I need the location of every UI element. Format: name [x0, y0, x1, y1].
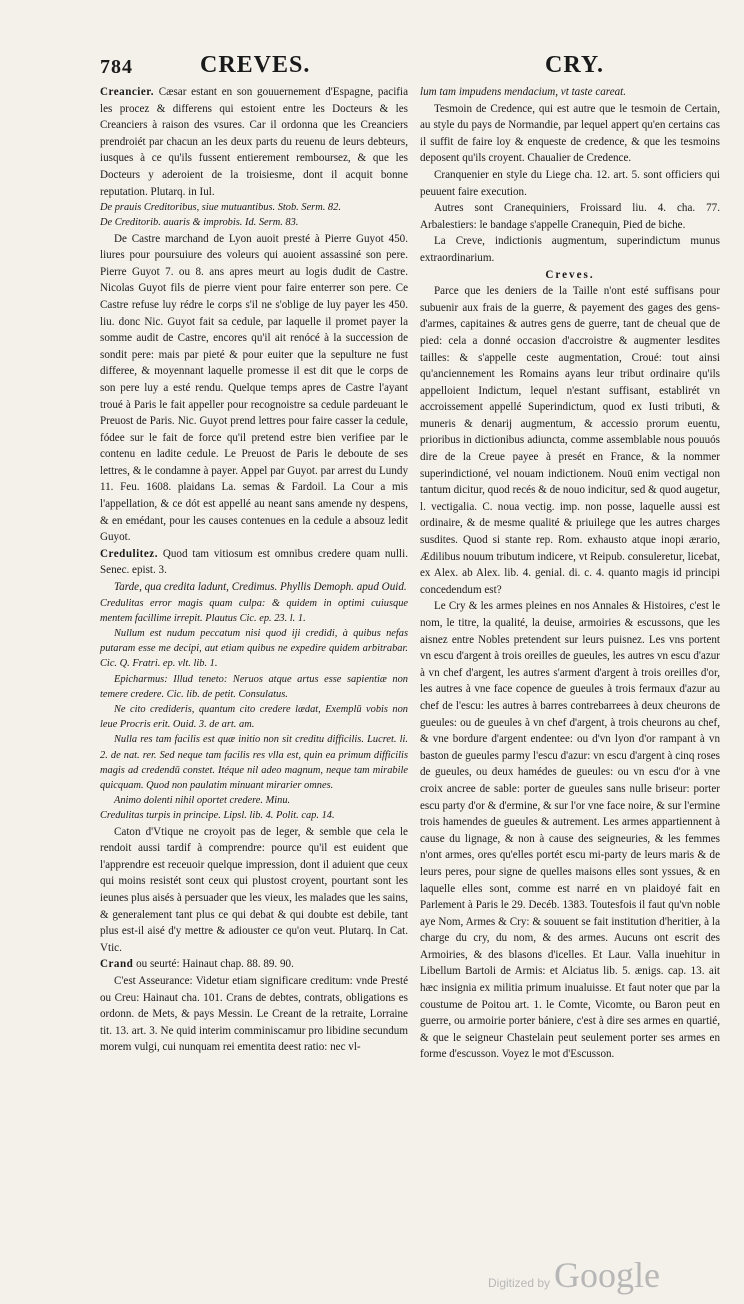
paragraph: [100, 231, 408, 546]
paragraph: [100, 546, 408, 579]
entry-text: Epicharmus: Illud teneto: Neruos atque artus esse sapientiæ non temere credere. Cic. lib. de petit. Consulatus.: [100, 673, 408, 700]
entry-text: Creves.: [545, 268, 595, 281]
entry-text: De prauis Creditoribus, siue mutuantibus. Stob. Serm. 82.: [100, 202, 341, 214]
paragraph: [100, 824, 408, 957]
entry-text: Credulitas error magis quam culpa: & quidem in optimi cuiusque mentem facillime irrepit. Plautus Cic. ep. 23. l. 1.: [100, 597, 408, 624]
paragraph: [100, 808, 408, 823]
entry-headword: Creancier.: [100, 86, 154, 98]
entry-text: lum tam impudens mendacium, vt taste careat.: [420, 86, 627, 98]
entry-text: Animo dolenti nihil oportet credere. Minu.: [114, 795, 291, 807]
digitized-by-label: Digitized by: [488, 1276, 551, 1290]
entry-text: Caton d'Vtique ne croyoit pas de leger, & semble que cela le rendoit aussi tardif à comprendre: pource qu'il est euident que l'apprendre est receuoir quelque impression, dont il aduient que ceux qui moins resistét sont ceux qui plustost croyent, pourtant sont les ieunes plus aisés à persuader que les vieux, les malades que les sains, & generalement tant plus ce qui debat & qui doubte est debile, tant plus est-il aisé d'y mettre & adiouster ce qu'on veut. Plutarq. In Cat. Vtic.: [100, 825, 408, 954]
entry-text: Autres sont Cranequiniers, Froissard liu. 4. cha. 77. Arbalestiers: le bandage s'appelle Cranequin, Pied de biche.: [420, 202, 720, 231]
entry-text: Parce que les deniers de la Taille n'ont esté suffisans pour subuenir aux frais de la guerre, & payement des gages des gens-d'armes, capitaines & autres gens de guerre, tant de cheual que de pied: cela a donné occasion d'accroistre & augmenter lesdites tailles: & s'appelle ceste augmentation, Croué: tout ainsi qu'anciennement les Romains ayans leur tribut ordinaire qu'ils appelloient Indictum, lequel n'estant suffisant, establirét vn accroissement appellé Superindictum, quod ex Iusti tributi, & muneris & denarij augmentum, & accessio prorum euentu, prioribus in dictionibus adiuncta, comme assemblable nous pouuós dire de la Creue payee à presét en France, & la nommer superindictioné, vel nouam indictionem. Nouū enim vectigal non tantum dicitur, quod recés & de nouo indicitur, sed & quod augetur, l. vectigalia. C. noua vectig. imp. non posse, laquelle aussi est ordinaire, & de mesme qualité & priuilege que les autres charges susdites. Quod si stante rep. Rom. exhausto atque inopi ærario, Ædilibus nouum tributum indicere, vt Reipub. consuleretur, licebat, ex Alex. ab Alex. lib. 4. genial. di. c. 4. quanto magis id principi concedendum est?: [420, 285, 720, 596]
page-number: 784: [100, 56, 133, 78]
paragraph: [420, 267, 720, 284]
running-head-right: CRY.: [545, 52, 604, 78]
paragraph: [420, 233, 720, 266]
paragraph: [100, 793, 408, 808]
entry-text: De Creditorib. auaris & improbis. Id. Serm. 83.: [100, 217, 299, 229]
digitized-by-google-watermark: [488, 1254, 660, 1296]
entry-text: Ne cito credideris, quantum cito credere lædat, Exemplū vobis non leue Procris erit. Ouid. 3. de art. am.: [100, 704, 408, 731]
paragraph: [100, 596, 408, 626]
entry-text: Quod tam vitiosum est omnibus credere quam nulli. Senec. epist. 3.: [100, 547, 408, 577]
paragraph: [100, 215, 408, 230]
paragraph: [100, 626, 408, 672]
paragraph: [100, 732, 408, 793]
paragraph: [100, 956, 408, 973]
paragraph: [100, 702, 408, 732]
paragraph: [420, 598, 720, 1063]
paragraph: [100, 84, 408, 200]
right-column: [420, 84, 720, 1063]
left-column: [100, 84, 408, 1056]
entry-text: Cæsar estant en son gouuernement d'Espagne, pacifia les procez & differens qui estoient entre les Docteurs & les Creanciers à raison des vsures. Car il ordonna que les Creanciers prendroiét par chacun an les deux parts du reuenu de leurs debteurs, iusques à ce qu'ils fussent entierement remboursez, & que les Docteurs y aderoient de la troisiesme, dont il acquit bonne reputation. Plutarq. in Iul.: [100, 86, 408, 198]
paragraph: [100, 973, 408, 1056]
entry-text: ou seurté: Hainaut chap. 88. 89. 90.: [133, 958, 294, 971]
paragraph: [420, 283, 720, 598]
entry-text: Le Cry & les armes pleines en nos Annales & Histoires, c'est le nom, le titre, la qualité, la deuise, armoiries & escussons, que les aisnez entre Nobles pretendent sur leurs puisnez. Les vns portent vn escu d'argent à trois oreilles de gueules, les autres vn escu d'azur à vn chef d'argent, les autres s'arment d'argent à trois oreilles d'or, les autres à vne face copence de gueules à trois fermaux d'azur au chef de l'escu: les autres à barres contrebarrees à deux cheurons de gueules: ou de gueules à vn chef d'argent, à trois cheurons au chef, & vne bordure d'argent endentee: ou d'vn lyon d'or rampant à vn baston de gueules parmy l'escu d'azur: vn escu d'argent à cinq roses de gueules, ou deux hamédes de gueules: ou vn escu d'or à vne croix ancree de sable: porter de gueules sans nulle briseur: porter escu party d'or & d'ermine, & sur l'or vne face noire, & sur l'ermine trois hamendes de gueules & autrement. Les armes appartiennent à cause du lignage, & non à cause des seigneuries, & les femmes n'ont armes, ores qu'elles portét escu mi-party de leurs maris & de leurs peres, pour signe de quelles maisons elles sont yssues, & en laquelle elles sont, comme est narré en vn plaidoyé fait en Parlement à Paris le 29. Decéb. 1383. Toutesfois il faut qu'vn noble aye Nom, Armes & Cry: & souuent se fait institution d'heritier, à la charge du cry, du nom, & des armes. Aucuns ont escrit des Armoiries, & des blasons d'icelles. Et Laur. Valla inuehitur in Libellum Bartoli de Armis: et Alciatus lib. 5. ænigs. cap. 13. ait hæc insignia ex militia primum inualuisse. Et faut noter que par la coustume de Poitou art. 1. le Comte, Vicomte, ou Baron peut en guerre, ou armoirie porter bániere, c'est à dire ses armes en quartié, & que le seigneur Chastelain peut seulement porter ses armes en forme d'escusson. Voyez le mot d'Escusson.: [420, 600, 720, 1061]
entry-text: Tarde, qua credita ladunt, Credimus. Phyllis Demoph. apud Ouid.: [114, 581, 407, 594]
entry-text: De Castre marchand de Lyon auoit presté à Pierre Guyot 450. liures pour poursuiure des voleurs qui auoient assassiné son pere. Pierre Guyot 7. ou 8. ans apres meurt au logis dudit de Castre. Nicolas Guyot fils de pierre vient pour faire enterrer son pere. Ce Castre refuse luy rédre le corps s'il ne s'oblige de luy payer les 450. liu. donc Nic. Guyot fait sa cedule, par laquelle il promet payer la somme audit de Castre, encores qu'il ait renócé à la succession de sondit pere: mais par pieté & pour euiter que la sepulture ne fust differee, & moyennant laquelle promesse il est dit que le corps de son pere luy a esté rendu. Quelque temps apres de Castre l'ayant troué à Paris le fait appeller pour recognoistre sa cedule pardeuant le Preuost de Paris. Nic. Guyot prend lettres pour faire casser la cedule, fódee sur le fait de force qu'il pretend estre bien verifiee par le contenu en ladite cedule. Le Preuost de Paris le deboute de ses lettres, & le condamne à payer. Appel par Guyot. par arrest du Lundy 11. Feu. 1608. plaidans La. semas & Fardoil. La Cour a mis l'appellation, & ce dót est appellé au neant sans amende ny despens, & en emédant, pour les causes contenues en la cedule a absouz ledit Guyot.: [100, 232, 408, 544]
paragraph: [420, 200, 720, 233]
entry-text: La Creve, indictionis augmentum, superindictum munus extraordinarium.: [420, 235, 720, 264]
entry-text: Nullum est nudum peccatum nisi quod iji credidi, à quibus nefas putaram esse me decipi, aut etiam quibus ne expedire quidem arbitrabar. Cic. Q. Fratri. ep. vlt. lib. 1.: [100, 628, 408, 670]
paragraph: [100, 200, 408, 215]
entry-headword: Crand: [100, 958, 134, 971]
entry-text: C'est Asseurance: Videtur etiam significare creditum: vnde Presté ou Creu: Hainaut cha. 101. Crans de debtes, contrats, obligations es ordonn. de Mets, & pays Messin. Le Creant de la retraite, Lorraine tit. 13. art. 3. Ne quid interim comminiscamur pro libidine secundum morem vulgi, cui nunquam rei ementita deest ratio: nec vl-: [100, 975, 408, 1054]
paragraph: [420, 167, 720, 200]
paragraph: [100, 672, 408, 702]
paragraph: [420, 84, 720, 101]
running-head-left: CREVES.: [200, 52, 311, 78]
entry-text: Nulla res tam facilis est quæ initio non sit creditu difficilis. Lucret. li. 2. de nat. rer. Sed neque tam facilis res vlla est, quin ea primum difficilis magis ad credendū constet. Itéque nil adeo magnum, neque tam mirabile quicquam. Quod non paulatim minuant mirarier omnes.: [100, 734, 408, 792]
entry-headword: Credulitez.: [100, 547, 158, 560]
paragraph: [420, 101, 720, 167]
entry-text: Cranquenier en style du Liege cha. 12. art. 5. sont officiers qui peuuent faire execution.: [420, 168, 720, 198]
entry-text: Credulitas turpis in principe. Lipsl. lib. 4. Polit. cap. 14.: [100, 810, 335, 822]
google-logo: Google: [554, 1255, 661, 1295]
entry-text: Tesmoin de Credence, qui est autre que le tesmoin de Certain, au style du pays de Normandie, par lequel appert qu'en certains cas il suffit de faire loy & enqueste de credence, & que les tesmoins deposent qu'ils croyent. Chaualier de Credence.: [420, 102, 720, 165]
paragraph: [100, 579, 408, 596]
